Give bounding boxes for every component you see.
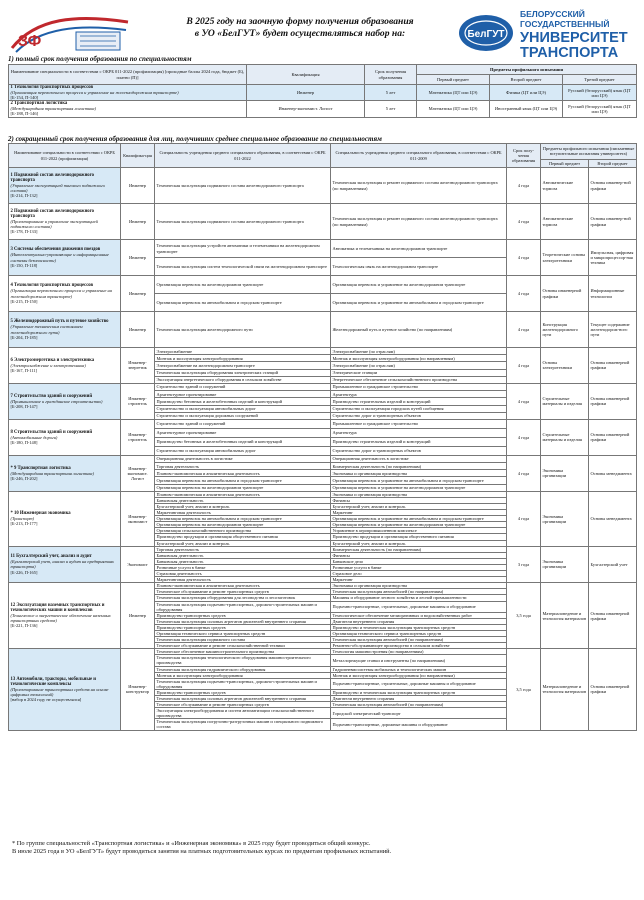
study-term: 3 года xyxy=(507,546,541,583)
first-subject: Основы электротехники xyxy=(541,348,589,384)
spec-okrb-2022: Организация технического сервиса транспортных средств xyxy=(155,630,331,636)
spec-okrb-2022: Маркетинговая деятельность xyxy=(155,510,331,516)
program-name xyxy=(9,383,121,419)
spec-okrb-2009: Производство и техническая эксплуатация транспортных средств xyxy=(331,624,507,630)
program-scores: [Б-180, П-148] xyxy=(10,439,38,445)
program-name xyxy=(9,583,121,649)
second-subject: Основы инженерной графики xyxy=(589,348,637,384)
first-subject: Конструкция железнодорожного пути xyxy=(541,312,589,348)
program-scores: [Б-204, П-185] xyxy=(10,334,38,340)
spec-okrb-2009: Организация перевозок и управление на железнодорожном транспорте xyxy=(331,484,507,491)
spec-okrb-2022: Техническая эксплуатация устройств автоматики и телемеханики на железнодорожном транспорте xyxy=(155,240,331,258)
spec-okrb-2009: Организация перевозок и управление на автомобильном и городском транспорте xyxy=(331,516,507,522)
spec-okrb-2009: Монтаж и эксплуатация электрооборудования (по направлениям) xyxy=(331,355,507,362)
spec-okrb-2009: Финансы xyxy=(331,497,507,503)
program-name xyxy=(9,101,247,117)
spec-okrb-2022: Техническая эксплуатация подвижного состава xyxy=(155,637,331,643)
qualification: Инженер xyxy=(121,583,155,649)
spec-okrb-2022: Архитектурное проектирование xyxy=(155,391,331,398)
th2-qual: Квалифика-ция xyxy=(121,144,155,168)
table-row xyxy=(9,383,637,390)
first-subject: Автоматические тормоза xyxy=(541,168,589,204)
th2-second: Второй предмет xyxy=(589,159,637,167)
program-title: 1 Подвижной состав железнодорожного транспорта xyxy=(10,172,94,183)
qualification: Экономист xyxy=(121,546,155,583)
program-profile: (Организация перевозочного процесса и управление на железнодорожном транспорте) xyxy=(10,90,179,96)
table-row xyxy=(9,348,637,355)
th-term: Срок получения образования xyxy=(365,65,417,85)
spec-okrb-2022: Строительство и эксплуатация дорожных сооружений xyxy=(155,412,331,419)
program-scores: [Б-213, П-177] xyxy=(10,521,38,527)
program-profile: (Автомобильные дороги) xyxy=(10,434,58,440)
th2-spec2009: Специальность учреждения среднего специального образования, в соответствии с ОКРБ 011-2009 xyxy=(331,144,507,168)
program-scores: [Б-208, П-147] xyxy=(10,403,38,409)
spec-okrb-2009: Ремонтно-обслуживающее производство в сельском хозяйстве xyxy=(331,643,507,649)
spec-okrb-2022: Электроснабжение на железнодорожном транспорте xyxy=(155,362,331,369)
spec-okrb-2022: Производство бетонных и железобетонных изделий и конструкций xyxy=(155,437,331,446)
spec-okrb-2009: Подъемно-транспортные, дорожные машины и оборудование xyxy=(331,719,507,730)
qualification: Инженер xyxy=(247,85,365,101)
spec-okrb-2009: Техническая эксплуатация автомобилей (по направлениям) xyxy=(331,702,507,708)
program-profile: (Техническое и энергетическое обеспечение наземных транспортных средств) xyxy=(10,613,111,624)
first-subject: Экономика организации xyxy=(541,491,589,546)
second-subject: Основы инженер-ной графики xyxy=(589,168,637,204)
spec-okrb-2022: Техническая эксплуатация подъемно-транспортных, дорожно-строительных машин и оборудования xyxy=(155,678,331,689)
spec-okrb-2009: Городской электрический транспорт xyxy=(331,708,507,719)
spec-okrb-2022: Организация перевозок на автомобильном и городском транспорте xyxy=(155,294,331,312)
study-term: 5 лет xyxy=(365,85,417,101)
second-subject: Основы менеджмента xyxy=(589,491,637,546)
program-title: * 9 Транспортная логистика xyxy=(10,465,71,471)
qualification: Инженер xyxy=(121,240,155,276)
table-row xyxy=(9,85,637,101)
program-name xyxy=(9,276,121,312)
spec-okrb-2009: Операционная деятельность в логистике xyxy=(331,455,507,462)
program-scores: [Б-246, П-202] xyxy=(10,475,38,481)
footer-courses: В июле 2025 года в УО «БелГУТ» будут проводиться занятия на платных подготовительных курсах по предметам профильных испытаний. xyxy=(12,848,392,855)
full-term-table xyxy=(8,64,637,118)
qualification: Инженер-экономист xyxy=(121,491,155,546)
logo-right-badge: БелГУТ xyxy=(467,29,505,40)
table-row xyxy=(9,168,637,204)
table-row xyxy=(9,101,637,117)
spec-okrb-2009: Строительство дорог и транспортных объектов xyxy=(331,412,507,419)
spec-okrb-2009: Производство строительных изделий и конструкций xyxy=(331,437,507,446)
study-term: 4 года xyxy=(507,204,541,240)
spec-okrb-2009: Маркетинг xyxy=(331,577,507,583)
first-subject: Строительные материалы и изделия xyxy=(541,419,589,455)
study-term: 3,5 года xyxy=(507,649,541,730)
table-row xyxy=(9,240,637,258)
spec-okrb-2022: Производство транспортных средств xyxy=(155,689,331,695)
spec-okrb-2022: Техническое обслуживание и ремонт транспортных средств xyxy=(155,702,331,708)
spec-okrb-2022: Техническое обслуживание и ремонт сельскохозяйственной техники xyxy=(155,643,331,649)
th2-first: Первый предмет xyxy=(541,159,589,167)
program-name xyxy=(9,204,121,240)
study-term: 4 года xyxy=(507,240,541,276)
study-term: 4 года xyxy=(507,276,541,312)
spec-okrb-2022: Производство транспортных средств xyxy=(155,612,331,618)
program-name xyxy=(9,649,121,730)
first-subject: Автоматические тормоза xyxy=(541,204,589,240)
program-title: 2 Транспортная логистика xyxy=(10,101,68,107)
spec-okrb-2009: Промышленное и гражданское строительство xyxy=(331,383,507,390)
spec-okrb-2009: Архитектура xyxy=(331,391,507,398)
program-scores: [Б-178, П-133] xyxy=(10,229,38,235)
second-subject: Текущее содержание железнодорож-ного пути xyxy=(589,312,637,348)
program-profile: (Международная транспортная логистика) xyxy=(10,470,94,476)
program-name xyxy=(9,168,121,204)
faculty-logo-icon xyxy=(6,8,134,60)
table-row xyxy=(9,204,637,240)
table-row xyxy=(9,312,637,348)
program-title: 6 Электроэнергетика и электротехника xyxy=(10,357,95,363)
program-name xyxy=(9,455,121,491)
study-term: 3,5 года xyxy=(507,583,541,649)
spec-okrb-2022: Монтаж и эксплуатация электрооборудования xyxy=(155,355,331,362)
spec-okrb-2009: Коммерческая деятельность (по направлениям) xyxy=(331,546,507,552)
spec-okrb-2022: Техническая эксплуатация оборудования электрических станций xyxy=(155,369,331,376)
program-scores: [Б-215, П-150] xyxy=(10,298,38,304)
program-scores: [Б-154, П-140] xyxy=(10,95,39,101)
program-name xyxy=(9,491,121,546)
spec-okrb-2009: Строительство и эксплуатация городских путей сообщения xyxy=(331,405,507,412)
spec-okrb-2009: Двигатели внутреннего сгорания xyxy=(331,696,507,702)
spec-okrb-2009: Экономика и организация производства xyxy=(331,491,507,497)
qualification: Инженер-экономист. Логист xyxy=(121,455,155,491)
spec-okrb-2022: Техническое обслуживание и ремонт транспортных средств xyxy=(155,589,331,595)
spec-okrb-2022: Торговая деятельность xyxy=(155,463,331,470)
spec-okrb-2009: Монтаж и эксплуатация электрооборудования (по направлениям) xyxy=(331,672,507,678)
spec-okrb-2022: Эксплуатация электрооборудования и систем автоматизации сельскохозяйственного производства xyxy=(155,708,331,719)
spec-okrb-2022: Архитектурное проектирование xyxy=(155,428,331,437)
spec-okrb-2022: Банковская деятельность xyxy=(155,558,331,564)
spec-okrb-2009: Управление в агропромышленном комплексе xyxy=(331,528,507,534)
spec-okrb-2009: Страховое дело xyxy=(331,571,507,577)
qualification: Инженер-строитель xyxy=(121,419,155,455)
spec-okrb-2022: Страховая деятельность xyxy=(155,571,331,577)
th-first: Первый предмет xyxy=(417,75,490,85)
study-term: 4 года xyxy=(507,168,541,204)
study-term: 4 года xyxy=(507,383,541,419)
spec-okrb-2022: Организация перевозок на железнодорожном транспорте xyxy=(155,276,331,294)
spec-okrb-2009: Электроснабжение (по отраслям) xyxy=(331,348,507,355)
first-subject: Строительные материалы и изделия xyxy=(541,383,589,419)
spec-okrb-2009: Металлорежущие станки и инструменты (по направлениям) xyxy=(331,655,507,666)
spec-okrb-2009: Автоматика и телемеханика на железнодорожном транспорте xyxy=(331,240,507,258)
spec-okrb-2022: Планово-экономическая и аналитическая деятельность xyxy=(155,470,331,477)
spec-okrb-2022: Розничные услуги в банке xyxy=(155,564,331,570)
spec-okrb-2022: Техническая эксплуатация подвижного состава железнодорожного транспорта xyxy=(155,168,331,204)
spec-okrb-2022: Электроснабжение xyxy=(155,348,331,355)
svg-text:ГОСУДАРСТВЕННЫЙ: ГОСУДАРСТВЕННЫЙ xyxy=(520,19,610,29)
spec-okrb-2022: Производство бетонных и железобетонных изделий и конструкций xyxy=(155,398,331,405)
study-term: 4 года xyxy=(507,491,541,546)
spec-okrb-2009: Банковское дело xyxy=(331,558,507,564)
spec-okrb-2009: Организация технического сервиса транспортных средств xyxy=(331,630,507,636)
spec-okrb-2009: Маркетинг xyxy=(331,510,507,516)
table-row xyxy=(9,455,637,462)
spec-okrb-2009: Бухгалтерский учет, анализ и контроль xyxy=(331,504,507,510)
program-profile: (Международная транспортная логистика) xyxy=(10,106,96,112)
spec-okrb-2009: Бухгалтерский учет, анализ и контроль xyxy=(331,540,507,546)
th2-name: Наименование специальности в соответствии с ОКРБ 011-2022 (профилизация) xyxy=(9,144,121,168)
program-name xyxy=(9,419,121,455)
spec-okrb-2009: Техническая эксплуатация и ремонт подвижного состава железнодорожного транспорта (по направлениям) xyxy=(331,168,507,204)
spec-okrb-2022: Монтаж и эксплуатация электрооборудования xyxy=(155,672,331,678)
spec-okrb-2009: Техническая эксплуатация автомобилей (по направлениям) xyxy=(331,637,507,643)
second-subject: Основы инженер-ной графики xyxy=(589,204,637,240)
study-term: 4 года xyxy=(507,312,541,348)
spec-okrb-2022: Организация перевозок на автомобильном и городском транспорте xyxy=(155,477,331,484)
spec-okrb-2022: Торговая деятельность xyxy=(155,546,331,552)
first-subject: Материаловедение и технология материалов xyxy=(541,583,589,649)
spec-okrb-2009: Электроснабжение (по отраслям) xyxy=(331,362,507,369)
program-profile: (Проектирование транспортных средств на основе цифровых технологий) xyxy=(10,686,109,697)
spec-okrb-2022: Бухгалтерский учет, анализ и контроль xyxy=(155,504,331,510)
second-subject: Иностранный язык (ЦТ или ЦЭ) xyxy=(490,101,563,117)
spec-okrb-2009: Организация перевозок и управление на автомобильном и городском транспорте xyxy=(331,477,507,484)
second-subject: Основы инженерной графики xyxy=(589,583,637,649)
spec-okrb-2009: Гидропневмосистемы мобильных и технологических машин xyxy=(331,666,507,672)
program-title: 8 Строительство зданий и сооружений xyxy=(10,429,93,435)
program-profile: (Промышленное и гражданское строительство) xyxy=(10,398,103,404)
spec-okrb-2022: Техническая эксплуатация подвижного состава железнодорожного транспорта xyxy=(155,204,331,240)
program-name xyxy=(9,312,121,348)
spec-okrb-2009: Технологическое обеспечение мелиоративных и водохозяйственных работ xyxy=(331,612,507,618)
th-second: Второй предмет xyxy=(490,75,563,85)
spec-okrb-2022: Банковская деятельность xyxy=(155,497,331,503)
program-name xyxy=(9,85,247,101)
spec-okrb-2022: Строительство зданий и сооружений xyxy=(155,383,331,390)
program-profile: (Бухгалтерский учет, анализ и аудит на предприятиях транспорта) xyxy=(10,559,114,570)
qualification: Инженер xyxy=(121,204,155,240)
spec-okrb-2022: Строительство и эксплуатация автомобильных дорог xyxy=(155,446,331,455)
qualification: Инженер-конструктор xyxy=(121,649,155,730)
svg-text:БЕЛОРУССКИЙ: БЕЛОРУССКИЙ xyxy=(520,9,585,19)
third-subject: Русский (белорусский) язык (ЦТ или ЦЭ) xyxy=(563,85,637,101)
spec-okrb-2022: Планово-экономическая и аналитическая деятельность xyxy=(155,583,331,589)
program-scores: [Б-167, П-111] xyxy=(10,368,38,374)
spec-okrb-2022: Техническая эксплуатация силовых агрегатов двигателей внутреннего сгорания xyxy=(155,618,331,624)
program-title: 1 Технология транспортных процессов xyxy=(10,85,94,90)
qualification: Инженер xyxy=(121,312,155,348)
program-scores: [Б-150, П-118] xyxy=(10,262,38,268)
spec-okrb-2009: Производство продукции и организация общественного питания xyxy=(331,534,507,540)
study-term: 5 лет xyxy=(365,101,417,117)
svg-text:ТРАНСПОРТА: ТРАНСПОРТА xyxy=(520,45,619,60)
spec-okrb-2022: Организация перевозок на автомобильном и городском транспорте xyxy=(155,516,331,522)
program-title: 13 Автомобили, тракторы, мобильные и технологические комплексы xyxy=(10,676,96,687)
second-subject: Информационные технологии xyxy=(589,276,637,312)
spec-okrb-2009: Архитектура xyxy=(331,428,507,437)
spec-okrb-2022: Производство транспортных средств xyxy=(155,624,331,630)
spec-okrb-2022: Организация перевозок на железнодорожном транспорте xyxy=(155,522,331,528)
th2-term: Срок полу-чения образования xyxy=(507,144,541,168)
program-title: 4 Технология транспортных процессов xyxy=(10,283,94,289)
second-subject: Основы инженерной графики xyxy=(589,383,637,419)
study-term: 4 года xyxy=(507,455,541,491)
footer-note: * По группе специальностей «Транспортная логистика» и «Инженерная экономика» в 2025 году будет проводиться общий конкурс. xyxy=(12,840,371,847)
belgut-logo-icon xyxy=(458,6,640,60)
spec-okrb-2022: Операционная деятельность в логистике xyxy=(155,455,331,462)
second-subject: Основы менеджмента xyxy=(589,455,637,491)
spec-okrb-2009: Организация перевозок и управление на железнодорожном транспорте xyxy=(331,522,507,528)
third-subject: Русский (белорусский) язык (ЦТ или ЦЭ) xyxy=(563,101,637,117)
spec-okrb-2022: Производство продукции и организация общественного питания xyxy=(155,534,331,540)
program-title: 2 Подвижной состав железнодорожного транспорта xyxy=(10,208,94,219)
spec-okrb-2009: Двигатели внутреннего сгорания xyxy=(331,618,507,624)
page-footer xyxy=(12,840,632,856)
qualification: Инженер xyxy=(121,168,155,204)
spec-okrb-2022: Организация перевозок на железнодорожном транспорте xyxy=(155,484,331,491)
spec-okrb-2009: Подъемно-транспортные, строительные, дорожные машины и оборудование xyxy=(331,678,507,689)
program-profile: (Управление эксплуатацией тягового подвижного состава) xyxy=(10,182,105,194)
spec-okrb-2022: Техническая эксплуатация погрузочно-разгрузочных машин и специального подвижного состава xyxy=(155,719,331,730)
program-scores: [Б-188, П-146] xyxy=(10,111,39,117)
program-title: * 10 Инженерная экономика xyxy=(10,511,71,517)
spec-okrb-2009: Электрические станции xyxy=(331,369,507,376)
program-title: 12 Эксплуатация наземных транспортных и технологических машин и комплексов xyxy=(10,603,105,614)
program-profile: (Проектирование и управление эксплуатацией подвижного состава) xyxy=(10,218,98,230)
program-name xyxy=(9,546,121,583)
program-profile: (Организация перевозочного процесса и управление на железнодорожном транспорте) xyxy=(10,288,112,299)
spec-okrb-2009: Организация перевозок и управление на железнодорожном транспорте xyxy=(331,276,507,294)
spec-okrb-2009: Экономика и организация производства xyxy=(331,470,507,477)
table-row xyxy=(9,276,637,294)
spec-okrb-2022: Планово-экономическая и аналитическая деятельность xyxy=(155,491,331,497)
spec-okrb-2009: Промышленное и гражданское строительство xyxy=(331,419,507,428)
spec-okrb-2022: Строительство зданий и сооружений xyxy=(155,419,331,428)
section1-title: 1) полный срок получения образования по специальностям xyxy=(8,55,192,63)
logo-left-text: ЗФ xyxy=(18,33,42,50)
study-term: 4 года xyxy=(507,419,541,455)
spec-okrb-2022: Техническая эксплуатация технологического оборудования машиностроительного производства xyxy=(155,655,331,666)
spec-okrb-2022: Техническая эксплуатация систем технологической связи на железнодорожном транспорте xyxy=(155,258,331,276)
page-title: В 2025 году на заочную форму получения образования в УО «БелГУТ» будет осуществляться набор на: xyxy=(186,16,414,39)
program-scores: [Б-214, П-132] xyxy=(10,193,38,199)
program-title: 11 Бухгалтерский учет, анализ и аудит xyxy=(10,554,92,560)
spec-okrb-2022: Техническая эксплуатация силовых агрегатов двигателей внутреннего сгорания xyxy=(155,696,331,702)
spec-okrb-2022: Техническая эксплуатация гидравлического оборудования xyxy=(155,666,331,672)
program-scores: [Б-226, П-165] xyxy=(10,569,38,575)
spec-okrb-2022: Банковская деятельность xyxy=(155,552,331,558)
spec-okrb-2009: Техническая эксплуатация автомобилей (по направлениям) xyxy=(331,589,507,595)
program-name xyxy=(9,348,121,384)
spec-okrb-2022: Маркетинговая деятельность xyxy=(155,577,331,583)
spec-okrb-2009: Экономика и организация производства xyxy=(331,583,507,589)
second-subject: Бухгалтерский учет xyxy=(589,546,637,583)
spec-okrb-2009: Производство и техническая эксплуатация транспортных средств xyxy=(331,689,507,695)
first-subject: Математика (ЦТ или ЦЭ) xyxy=(417,85,490,101)
spec-okrb-2009: Розничные услуги в банке xyxy=(331,564,507,570)
second-subject: Основы инженерной графики xyxy=(589,419,637,455)
th-qual: Квалификация xyxy=(247,65,365,85)
spec-okrb-2009: Организация перевозок и управление на автомобильном и городском транспорте xyxy=(331,294,507,312)
spec-okrb-2009: Технологическая связь на железнодорожном транспорте xyxy=(331,258,507,276)
spec-okrb-2022: Техническая эксплуатация подъемно-транспортных, дорожно-строительных машин и оборудования xyxy=(155,601,331,612)
first-subject: Основы инженерной графики xyxy=(541,276,589,312)
th2-spec2022: Специальность учреждения среднего специального образования, в соответствии с ОКРБ 011-2022 xyxy=(155,144,331,168)
spec-okrb-2009: Технология машиностроения (по направлениям) xyxy=(331,649,507,655)
program-title: 3 Системы обеспечения движения поездов xyxy=(10,247,101,253)
program-title: 5 Железнодорожный путь и путевое хозяйство xyxy=(10,319,109,325)
th-name: Наименование специальности в соответствии с ОКРБ 011-2022 (профилизация) [проходные баллы 2024 года, бюджет (Б), платно (П)] xyxy=(9,65,247,85)
spec-okrb-2022: Техническая эксплуатация железнодорожного пути xyxy=(155,312,331,348)
th2-tests: Предметы профильного испытания (письменные вступительные испытания университета) xyxy=(541,144,637,160)
spec-okrb-2009: Железнодорожный путь и путевое хозяйство (по направлениям) xyxy=(331,312,507,348)
second-subject: Импульсная, цифровая и микропроцессор-ная техника xyxy=(589,240,637,276)
first-subject: Теоретические основы электротехники xyxy=(541,240,589,276)
first-subject: Материаловедение и технология материалов xyxy=(541,649,589,730)
spec-okrb-2022: Техническая эксплуатация оборудования для лесоводства и лесозаготовок xyxy=(155,595,331,601)
program-profile: (Электроснабжение и электротехника) xyxy=(10,362,86,368)
th-third: Третий предмет xyxy=(563,75,637,85)
spec-okrb-2009: Финансы xyxy=(331,552,507,558)
spec-okrb-2009: Строительство дорог и транспортных объектов xyxy=(331,446,507,455)
svg-text:УНИВЕРСИТЕТ: УНИВЕРСИТЕТ xyxy=(520,30,628,46)
program-scores: [набор в 2024 году не осуществлялся] xyxy=(10,697,82,703)
spec-okrb-2022: Бухгалтерский учет, анализ и контроль xyxy=(155,540,331,546)
section2-title: 2) сокращенный срок получения образования для лиц, получивших среднее специальное образование по специальностям xyxy=(8,135,382,143)
second-subject: Основы инженерной графики xyxy=(589,649,637,730)
spec-okrb-2022: Техническое обеспечение машиностроительного производства xyxy=(155,649,331,655)
th-tests: Предметы профильного испытания xyxy=(417,65,637,75)
second-subject: Физика (ЦТ или ЦЭ) xyxy=(490,85,563,101)
first-subject: Математика (ЦТ или ЦЭ) xyxy=(417,101,490,117)
program-profile: (Интеллектуально-управляющие и информационные системы безопасности) xyxy=(10,252,109,263)
spec-okrb-2009: Машины и оборудование лесного хозяйства и лесной промышленности xyxy=(331,595,507,601)
program-profile: (Управление техническим состоянием железнодорожного пути) xyxy=(10,324,83,335)
qualification: Инженер xyxy=(121,276,155,312)
spec-okrb-2009: Энергетическое обеспечение сельскохозяйственного производства xyxy=(331,376,507,383)
program-title: 7 Строительство зданий и сооружений xyxy=(10,393,93,399)
qualification: Инженер-энергетик xyxy=(121,348,155,384)
first-subject: Экономика организации xyxy=(541,546,589,583)
spec-okrb-2022: Эксплуатация энергетического оборудования в сельском хозяйстве xyxy=(155,376,331,383)
spec-okrb-2009: Техническая эксплуатация и ремонт подвижного состава железнодорожного транспорта (по направлениям) xyxy=(331,204,507,240)
first-subject: Экономика организации xyxy=(541,455,589,491)
program-name xyxy=(9,240,121,276)
spec-okrb-2022: Строительство и эксплуатация автомобильных дорог xyxy=(155,405,331,412)
spec-okrb-2022: Организация сельскохозяйственного производства xyxy=(155,528,331,534)
program-scores: [Б-221, П-136] xyxy=(10,623,38,629)
spec-okrb-2009: Подъемно-транспортные, строительные, дорожные машины и оборудование xyxy=(331,601,507,612)
spec-okrb-2009: Производство строительных изделий и конструкций xyxy=(331,398,507,405)
program-profile: (Транспорт) xyxy=(10,516,34,522)
qualification: Инженер-экономист. Логист xyxy=(247,101,365,117)
qualification: Инженер-строитель xyxy=(121,383,155,419)
study-term: 4 года xyxy=(507,348,541,384)
short-term-table xyxy=(8,143,637,731)
spec-okrb-2009: Коммерческая деятельность (по направлениям) xyxy=(331,463,507,470)
table-row xyxy=(9,419,637,428)
